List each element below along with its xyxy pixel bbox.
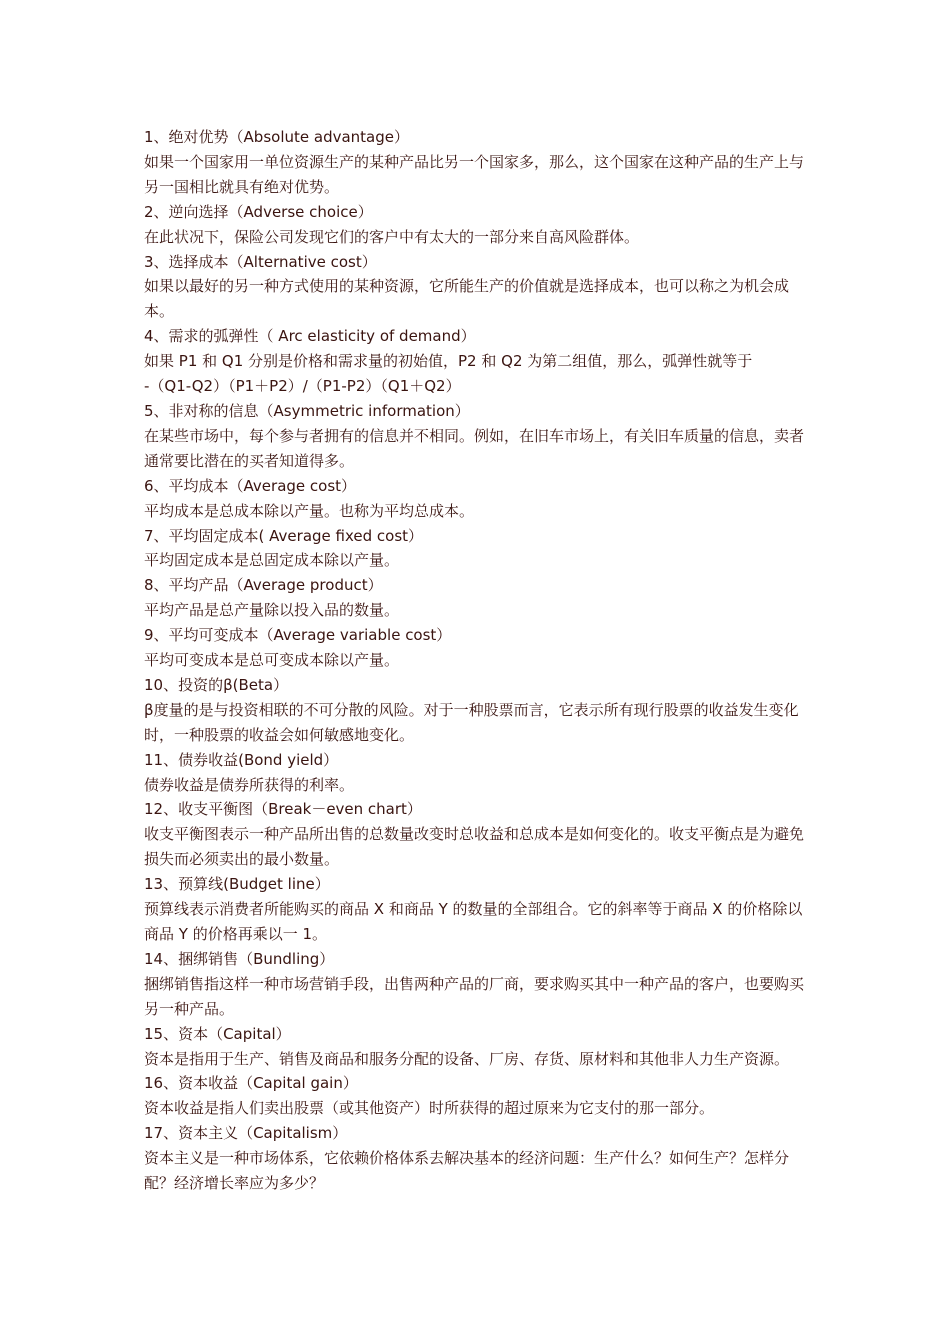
- entry-definition: 收支平衡图表示一种产品所出售的总数量改变时总收益和总成本是如何变化的。收支平衡点是为避免损失而必须卖出的最小数量。: [144, 825, 805, 869]
- entry-definition: β度量的是与投资相联的不可分散的风险。对于一种股票而言，它表示所有现行股票的收益发生变化时，一种股票的收益会如何敏感地变化。: [144, 700, 799, 744]
- entry-definition: 平均成本是总成本除以产量。也称为平均总成本。: [144, 501, 475, 520]
- entry-term: 14、捆绑销售（Bundling）: [144, 949, 335, 968]
- entry-definition: 在此状况下，保险公司发现它们的客户中有太大的一部分来自高风险群体。: [144, 227, 640, 246]
- entry-term: 13、预算线(Budget line）: [144, 875, 330, 894]
- entry-definition: 预算线表示消费者所能购买的商品 X 和商品 Y 的数量的全部组合。它的斜率等于商品 X 的价格除以商品 Y 的价格再乘以一 1。: [144, 900, 803, 943]
- entry-term: 9、平均可变成本（Average variable cost）: [144, 626, 452, 645]
- entry-definition: 平均固定成本是总固定成本除以产量。: [144, 551, 400, 570]
- entry-definition: 如果一个国家用一单位资源生产的某种产品比另一个国家多，那么，这个国家在这种产品的生产上与另一国相比就具有绝对优势。: [144, 152, 805, 196]
- entry-definition: 资本是指用于生产、销售及商品和服务分配的设备、厂房、存货、原材料和其他非人力生产资源。: [144, 1049, 790, 1068]
- entry-definition: 平均产品是总产量除以投入品的数量。: [144, 601, 400, 620]
- entry-definition: 资本收益是指人们卖出股票（或其他资产）时所获得的超过原来为它支付的那一部分。: [144, 1099, 715, 1118]
- entry-term: 16、资本收益（Capital gain）: [144, 1074, 358, 1093]
- entry-term: 2、逆向选择（Adverse choice）: [144, 202, 373, 221]
- entry-term: 12、收支平衡图（Break－even chart）: [144, 800, 422, 819]
- entry-term: 1、绝对优势（Absolute advantage）: [144, 128, 409, 146]
- entry-term: 3、选择成本（Alternative cost）: [144, 252, 377, 271]
- entry-definition: 如果以最好的另一种方式使用的某种资源，它所能生产的价值就是选择成本，也可以称之为机会成本。: [144, 277, 790, 321]
- entry-definition: 如果 P1 和 Q1 分别是价格和需求量的初始值，P2 和 Q2 为第二组值，那么，弧弹性就等于: [144, 352, 753, 371]
- entry-term: 4、需求的弧弹性（ Arc elasticity of demand）: [144, 327, 476, 346]
- entry-definition: 在某些市场中，每个参与者拥有的信息并不相同。例如，在旧车市场上，有关旧车质量的信息，卖者通常要比潜在的买者知道得多。: [144, 426, 805, 470]
- entry-term: 15、资本（Capital）: [144, 1024, 291, 1043]
- entry-definition: 债券收益是债券所获得的利率。: [144, 775, 355, 794]
- entry-term: 7、平均固定成本( Average fixed cost）: [144, 526, 424, 545]
- entry-definition: 资本主义是一种市场体系，它依赖价格体系去解决基本的经济问题：生产什么？如何生产？怎样分配？经济增长率应为多少？: [144, 1149, 790, 1193]
- entry-term: 11、债券收益(Bond yield）: [144, 750, 339, 769]
- entry-term: 17、资本主义（Capitalism）: [144, 1124, 348, 1143]
- entry-term: 10、投资的β(Beta）: [144, 675, 289, 694]
- entry-formula: -（Q1-Q2）（P1＋P2）/（P1-P2）（Q1＋Q2）: [144, 377, 461, 396]
- entry-definition: 捆绑销售指这样一种市场营销手段，出售两种产品的厂商，要求购买其中一种产品的客户，也要购买另一种产品。: [144, 974, 805, 1018]
- entry-term: 6、平均成本（Average cost）: [144, 476, 357, 495]
- entry-term: 5、非对称的信息（Asymmetric information）: [144, 401, 470, 420]
- entry-term: 8、平均产品（Average product）: [144, 576, 383, 595]
- entry-definition: 平均可变成本是总可变成本除以产量。: [144, 651, 400, 670]
- glossary-content: [144, 125, 812, 1196]
